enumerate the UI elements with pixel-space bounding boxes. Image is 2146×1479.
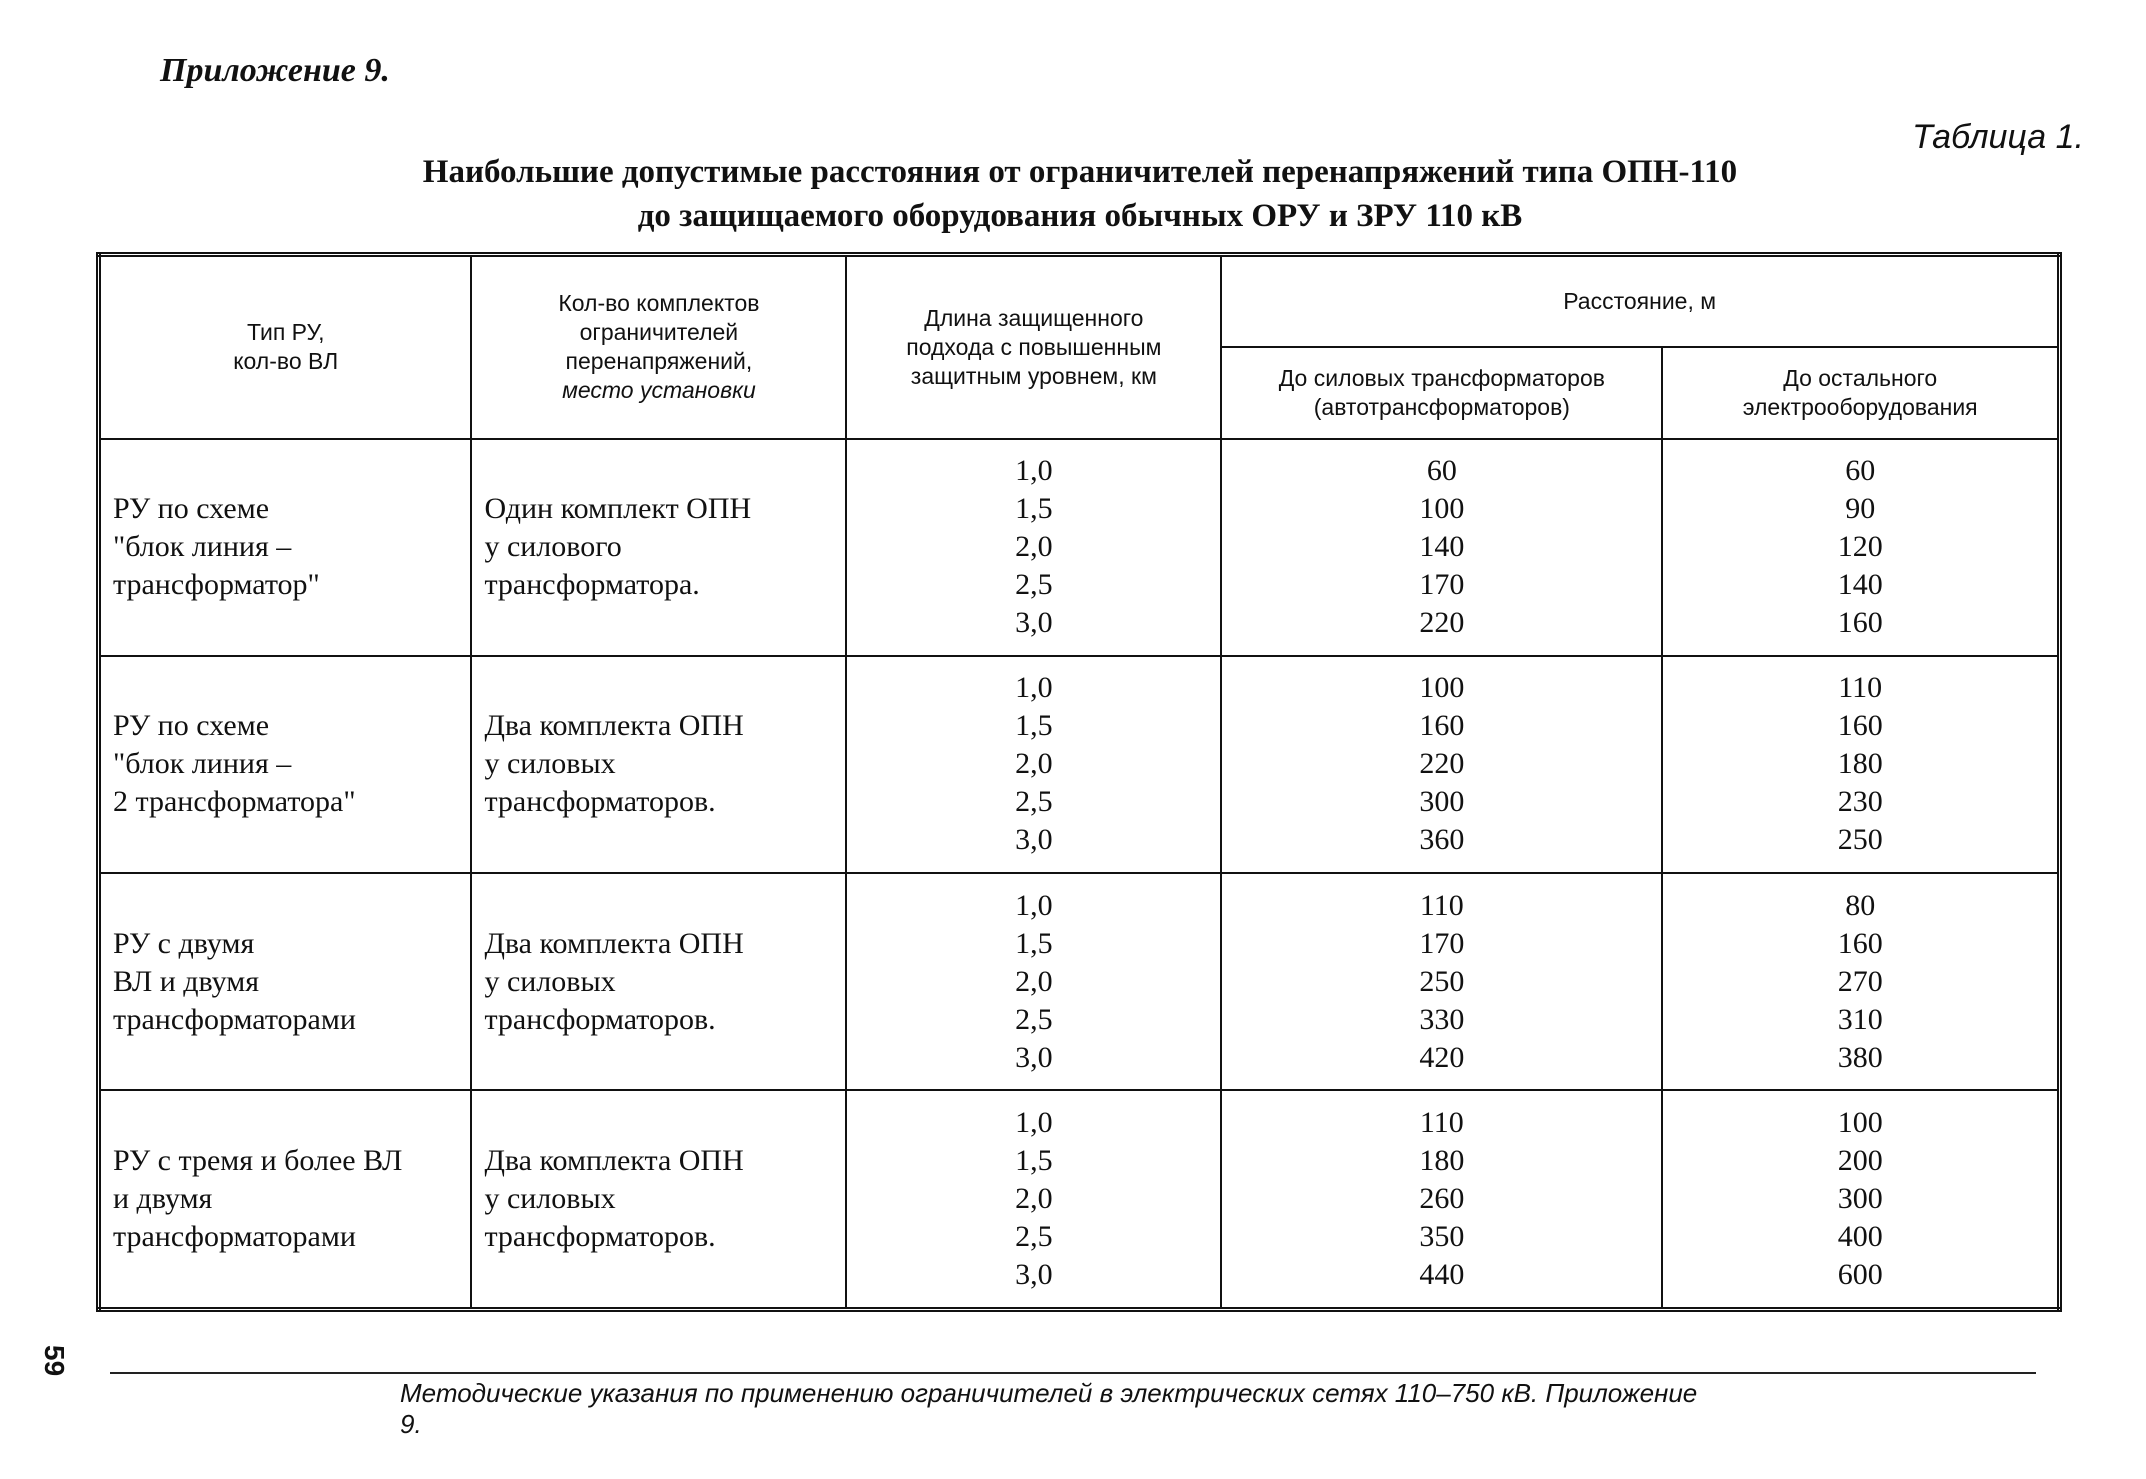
row-sets: Один комплект ОПН у силового трансформатора.	[471, 439, 846, 656]
table-title-line-2: до защищаемого оборудования обычных ОРУ и ЗРУ 110 кВ	[637, 198, 1523, 234]
table-row	[99, 656, 2060, 873]
row-type: РУ по схеме "блок линия – трансформатор"	[99, 439, 472, 656]
table-title-line-1: Наибольшие допустимые расстояния от ограничителей перенапряжений типа ОПН-110	[422, 154, 1738, 190]
table-row	[99, 1090, 2060, 1309]
table-row	[99, 873, 2060, 1090]
row-type: РУ с двумя ВЛ и двумя трансформаторами	[99, 873, 472, 1090]
row-lengths: 1,0 1,5 2,0 2,5 3,0	[846, 1090, 1221, 1309]
header-distance: Расстояние, м	[1221, 255, 2059, 347]
row-transformers: 110 180 260 350 440	[1221, 1090, 1662, 1309]
appendix-label: Приложение 9.	[160, 52, 390, 89]
row-other: 100 200 300 400 600	[1662, 1090, 2059, 1309]
row-transformers: 110 170 250 330 420	[1221, 873, 1662, 1090]
header-type-ru: Тип РУ, кол-во ВЛ	[99, 255, 472, 439]
row-other: 60 90 120 140 160	[1662, 439, 2059, 656]
table-row	[99, 439, 2060, 656]
table-number: Таблица 1.	[1912, 118, 2084, 156]
row-sets: Два комплекта ОПН у силовых трансформаторов.	[471, 873, 846, 1090]
page-number: 59	[39, 1345, 70, 1377]
header-sets-location: место установки	[562, 377, 756, 404]
header-length: Длина защищенного подхода с повышенным защитным уровнем, км	[846, 255, 1221, 439]
row-lengths: 1,0 1,5 2,0 2,5 3,0	[846, 873, 1221, 1090]
row-type: РУ по схеме "блок линия – 2 трансформатора"	[99, 656, 472, 873]
row-lengths: 1,0 1,5 2,0 2,5 3,0	[846, 439, 1221, 656]
row-sets: Два комплекта ОПН у силовых трансформаторов.	[471, 1090, 846, 1309]
row-type: РУ с тремя и более ВЛ и двумя трансформаторами	[99, 1090, 472, 1309]
row-transformers: 100 160 220 300 360	[1221, 656, 1662, 873]
header-to-other: До остального электрооборудования	[1662, 347, 2059, 439]
row-sets: Два комплекта ОПН у силовых трансформаторов.	[471, 656, 846, 873]
footer-caption: Методические указания по применению ограничителей в электрических сетях 110–750 кВ. Приложение 9.	[400, 1378, 1698, 1439]
row-lengths: 1,0 1,5 2,0 2,5 3,0	[846, 656, 1221, 873]
row-transformers: 60 100 140 170 220	[1221, 439, 1662, 656]
distance-table	[96, 252, 2062, 1312]
footer-divider	[110, 1372, 2036, 1374]
row-other: 110 160 180 230 250	[1662, 656, 2059, 873]
header-sets	[471, 255, 846, 439]
table-title	[330, 150, 1830, 238]
header-sets-main: Кол-во комплектов ограничителей перенапряжений,	[558, 290, 760, 375]
row-other: 80 160 270 310 380	[1662, 873, 2059, 1090]
header-to-transformers: До силовых трансформаторов (автотрансформаторов)	[1221, 347, 1662, 439]
